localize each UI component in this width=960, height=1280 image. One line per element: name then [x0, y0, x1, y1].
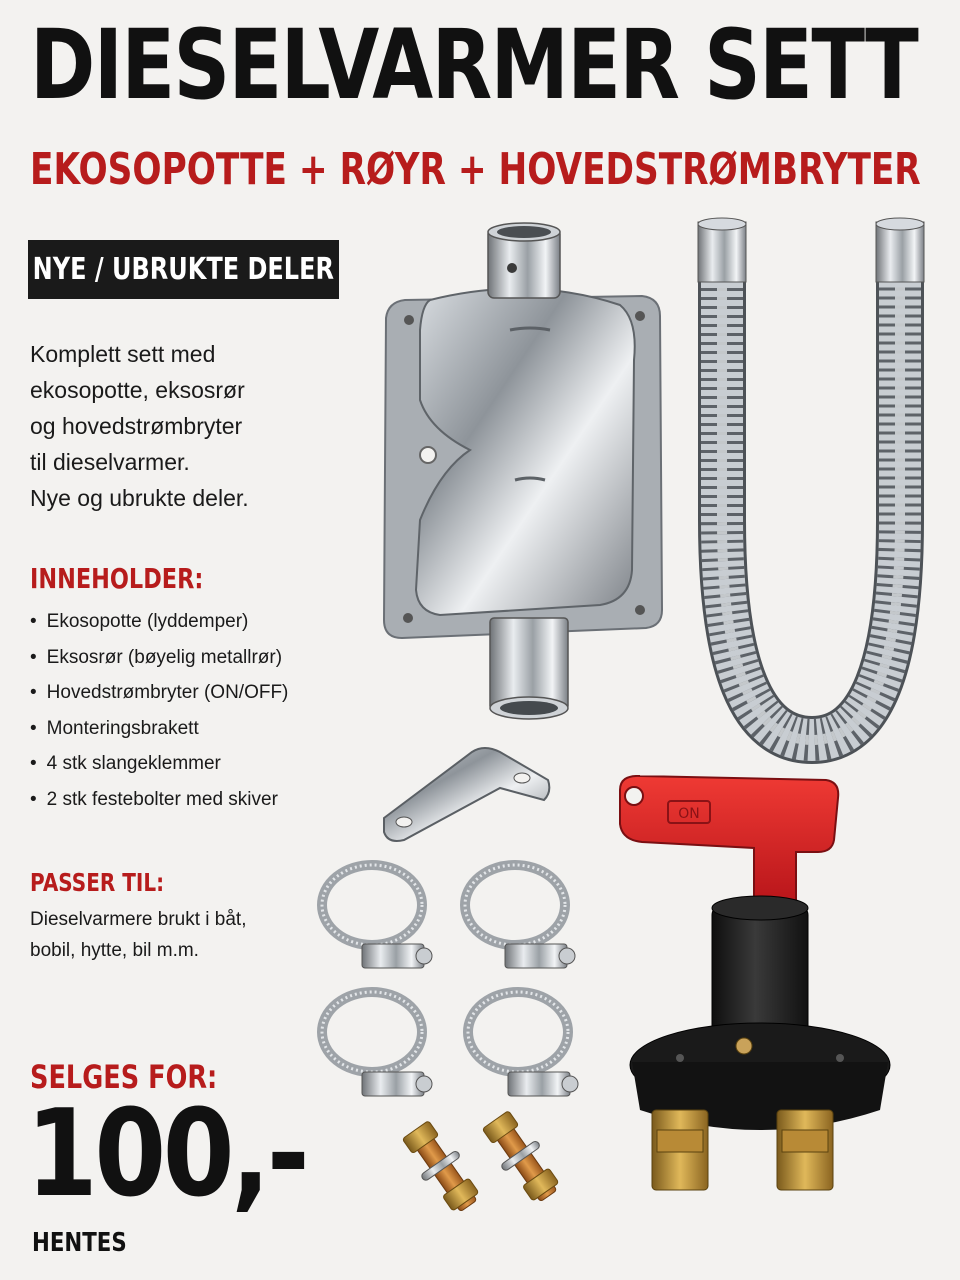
contents-heading: INNEHOLDER: — [30, 562, 204, 595]
fits-heading: PASSER TIL: — [30, 868, 165, 897]
hose-clamp-image — [322, 865, 578, 1096]
intro-line: ekosopotte, eksosrør — [30, 377, 245, 403]
bolt-image — [397, 1107, 566, 1218]
fits-line: Dieselvarmere brukt i båt, — [30, 909, 247, 930]
battery-switch-image — [620, 776, 890, 1190]
intro-line: og hovedstrømbryter — [30, 413, 243, 439]
bracket-image — [384, 748, 549, 841]
intro-line: til dieselvarmer. — [30, 449, 190, 475]
list-item: • Monteringsbrakett — [30, 711, 288, 747]
list-item: • Hovedstrømbryter (ON/OFF) — [30, 675, 288, 711]
intro-line: Komplett sett med — [30, 341, 216, 367]
condition-badge-label: NYE / UBRUKTE DELER — [32, 252, 335, 287]
list-item: • 2 stk festebolter med skiver — [30, 782, 288, 818]
intro-line: Nye og ubrukte deler. — [30, 485, 249, 511]
fits-line: bobil, hytte, bil m.m. — [30, 940, 199, 961]
list-item: • Eksosrør (bøyelig metallrør) — [30, 640, 288, 676]
muffler-image — [384, 223, 662, 719]
page-subtitle: EKOSOPOTTE + RØYR + HOVEDSTRØMBRYTER — [30, 144, 921, 195]
flex-pipe-image — [698, 218, 924, 740]
page-title: DIESELVARMER SETT — [30, 9, 918, 121]
price-heading: SELGES FOR: — [30, 1058, 218, 1096]
pickup-note: HENTES — [32, 1228, 127, 1258]
switch-key-label: ON — [678, 806, 700, 822]
price-amount: 100,- — [26, 1085, 307, 1224]
list-item: • 4 stk slangeklemmer — [30, 746, 288, 782]
list-item: • Ekosopotte (lyddemper) — [30, 604, 288, 640]
